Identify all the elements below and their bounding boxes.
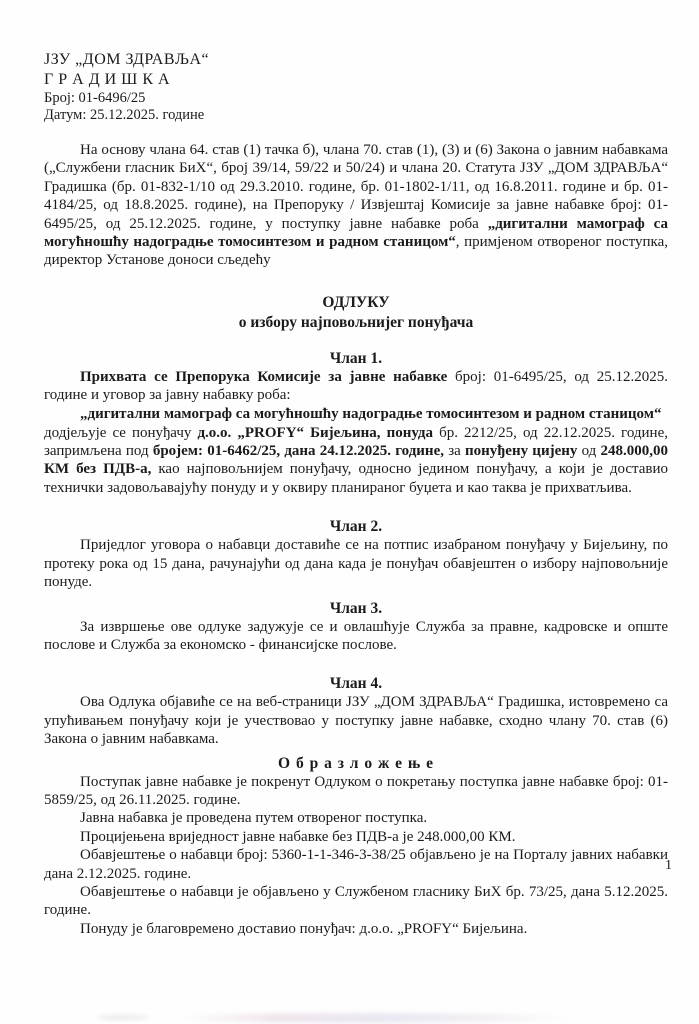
article1-p2-seg: додјељује се понуђачу bbox=[44, 424, 198, 441]
rationale-paragraph: Процијењена вриједност јавне набавке без ПДВ-а је 248.000,00 КМ. bbox=[80, 828, 516, 845]
intro-text-pre: На основу члана 64. став (1) тачка б), члана 70. став (1), (3) и (6) Закона о јавним набавкама („Службени гласник БиХ“, број 39/14, 59/22 и 50/24) и члана 20. Статута ЈЗУ „ДОМ ЗДРАВЉА“ Градишка (бр. 01-832-1/10 од 29.3.2010. године, бр. 01-1802-1/11, од 16.8.2011. године и бр. 01-4184/25, од 18.8.2025. године), на Препоруку / Извјештај Комисије за јавне набавке број: 01-6495/25, од 25.12.2025. године, у поступку јавне набавке роба bbox=[44, 142, 668, 232]
decision-title-block bbox=[44, 293, 668, 333]
decision-subtitle: о избору најповољнијег понуђача bbox=[238, 313, 474, 331]
article1-p2-price-label: понуђену цијену bbox=[464, 443, 582, 460]
article4-paragraph: Ова Одлука објавиће се на веб-страници ЈЗУ „ДОМ ЗДРАВЉА“ Градишка, истовремено са упућивањем понуђачу који је учествовао у поступку јавне набавке, сходно члану 70. став (6) Закона о јавним набавкама. bbox=[44, 694, 668, 748]
intro-paragraph bbox=[44, 141, 668, 270]
scan-smudge-artifact bbox=[175, 1013, 575, 1023]
article1-paragraph2 bbox=[44, 424, 668, 498]
article1-p2-bidder: д.о.о. „PROFY“ Бијељина, понуда bbox=[197, 424, 440, 441]
rationale-paragraph: Поступак јавне набавке је покренут Одлуком о покретању поступка јавне набавке број: 01-5859/25, од 26.11.2025. године. bbox=[44, 773, 668, 808]
article1-p1-rest: број: 01-6495/25, од 25.12.2025. године и уговор за јавну набавку роба: bbox=[44, 368, 668, 404]
article2-paragraph: Приједлог уговора о набавци доставиће се на потпис изабраном понуђачу у Бијељину, по протеку рока од 15 дана, рачунајући од дана када је понуђач обавјештен о избору најповољније понуде. bbox=[44, 537, 668, 591]
scan-smudge-artifact-small bbox=[97, 1015, 149, 1020]
article1-p2-seg: бр. 2212/25, од 22.12.2025. године, запримљена под bbox=[44, 424, 668, 460]
article1-p2-seg: од bbox=[581, 443, 601, 460]
doc-date: Датум: 25.12.2025. године bbox=[44, 107, 205, 123]
article1-heading: Члан 1. bbox=[329, 349, 383, 367]
article1-p2-price-value: 248.000,00 КМ без ПДВ-а, bbox=[44, 443, 668, 478]
rationale-paragraph: Обавјештење о набавци је објављено у Службеном гласнику БиХ бр. 73/25, дана 5.12.2025. године. bbox=[44, 883, 668, 919]
article4-heading: Члан 4. bbox=[329, 675, 383, 693]
article1-p1-bold: Прихвата се Препорука Комисије за јавне набавке bbox=[80, 368, 448, 385]
article1-paragraph1 bbox=[44, 368, 668, 405]
article1-p2-seg: за bbox=[448, 443, 465, 460]
intro-procurement-item: „дигитални мамограф са могућношћу надоградње томосинтезом и радном станицом“ bbox=[44, 215, 669, 251]
page-number: 1 bbox=[665, 858, 672, 873]
article3-paragraph: За извршење ове одлуке задужује се и овлашћује Служба за правне, кадровске и опште послове и Служба за економско - финансијске послове. bbox=[44, 618, 668, 653]
org-name-line2: Г Р А Д И Ш К А bbox=[44, 71, 171, 88]
rationale-paragraph: Јавна набавка је проведена путем отвореног поступка. bbox=[80, 810, 428, 827]
article1-p2-seg: као најповољнијем понуђачу, односно једином понуђачу, а који је доставио технички задовољавајућу понуду и у оквиру планираног буџета и као таква је прихватљива. bbox=[44, 461, 668, 496]
article3-heading: Члан 3. bbox=[329, 599, 383, 617]
intro-text-post: , примјеном отвореног поступка, директор Установе доноси сљедећу bbox=[44, 234, 668, 269]
article1-p2-protocol: бројем: 01-6462/25, дана 24.12.2025. године, bbox=[152, 443, 449, 460]
letterhead bbox=[44, 50, 668, 124]
decision-title: ОДЛУКУ bbox=[322, 293, 390, 311]
article1-item-quote: „дигитални мамограф са могућношћу надоградње томосинтезом и радном станицом“ bbox=[80, 405, 662, 422]
rationale-heading: О б р а з л о ж е њ е bbox=[278, 754, 434, 772]
org-name-line1: ЈЗУ „ДОМ ЗДРАВЉА“ bbox=[44, 51, 210, 68]
rationale-paragraph: Понуду је благовремено доставио понуђач: д.о.о. „PROFY“ Бијељина. bbox=[80, 920, 528, 937]
doc-number: Број: 01-6496/25 bbox=[44, 90, 146, 106]
rationale-paragraph: Обавјештење о набавци број: 5360-1-1-346-3-38/25 објављено је на Порталу јавних набавки дана 2.12.2025. године. bbox=[44, 847, 668, 882]
article2-heading: Члан 2. bbox=[329, 518, 383, 536]
